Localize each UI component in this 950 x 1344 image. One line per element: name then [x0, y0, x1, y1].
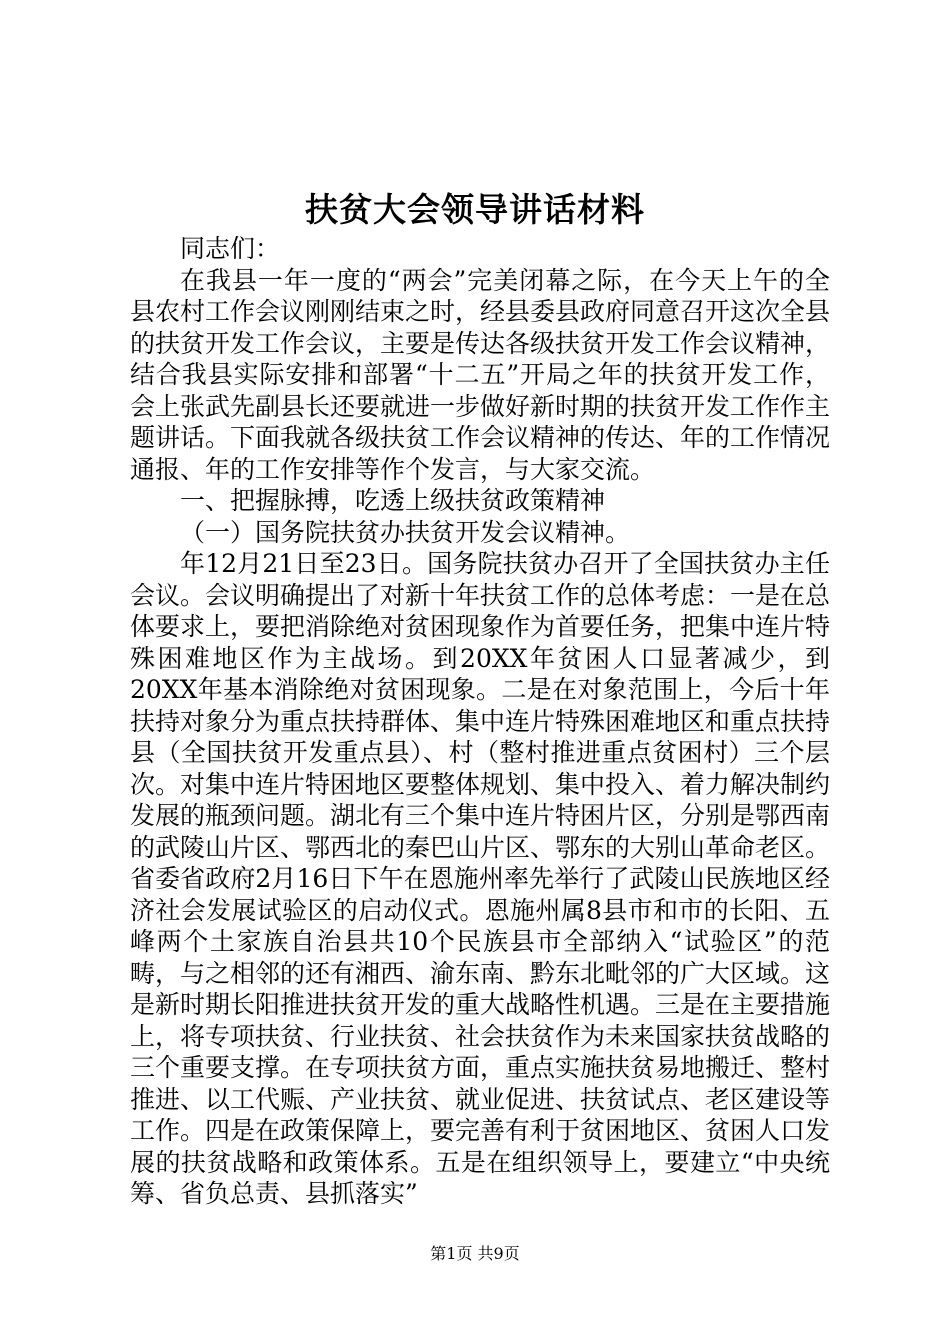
intro-paragraph: 在我县一年一度的“两会”完美闭幕之际，在今天上午的全县农村工作会议刚刚结束之时，经县委县政府同意召开这次全县的扶贫开发工作会议，主要是传达各级扶贫开发工作会议精神，结合我县实际安排和部署“十二五”开局之年的扶贫开发工作，会上张武先副县长还要就进一步做好新时期的扶贫开发工作作主题讲话。下面我就各级扶贫工作会议精神的传达、年的工作情况通报、年的工作安排等作个发言，与大家交流。: [130, 265, 831, 484]
page-number-footer: 第1页 共9页: [430, 1244, 520, 1263]
subsection-heading: （一）国务院扶贫办扶贫开发会议精神。: [180, 517, 631, 547]
salutation-paragraph: 同志们：: [180, 234, 281, 263]
section-heading: 一、把握脉搏，吃透上级扶贫政策精神: [180, 486, 606, 515]
body-paragraph: 年12月21日至23日。国务院扶贫办召开了全国扶贫办主任会议。会议明确提出了对新十年扶贫工作的总体考虑：一是在总体要求上，要把消除绝对贫困现象作为首要任务，把集中连片特殊困难地区作为主战场。到20XX年贫困人口显著减少，到20XX年基本消除绝对贫困现象。二是在对象范围上，今后十年扶持对象分为重点扶持群体、集中连片特殊困难地区和重点扶持县（全国扶贫开发重点县）、村（整村推进重点贫困村）三个层次。对集中连片特困地区要整体规划、集中投入、着力解决制约发展的瓶颈问题。湖北有三个集中连片特困片区，分别是鄂西南的武陵山片区、鄂西北的秦巴山片区、鄂东的大别山革命老区。省委省政府2月16日下午在恩施州率先举行了武陵山民族地区经济社会发展试验区的启动仪式。恩施州属8县市和市的长阳、五峰两个土家族自治县共10个民族县市全部纳入“试验区”的范畴，与之相邻的还有湘西、渝东南、黔东北毗邻的广大区域。这是新时期长阳推进扶贫开发的重大战略性机遇。三是在主要措施上，将专项扶贫、行业扶贫、社会扶贫作为未来国家扶贫战略的三个重要支撑。在专项扶贫方面，重点实施扶贫易地搬迁、整村推进、以工代赈、产业扶贫、就业促进、扶贫试点、老区建设等工作。四是在政策保障上，要完善有利于贫困地区、贫困人口发展的扶贫战略和政策体系。五是在组织领导上，要建立“中央统筹、省负总责、县抓落实”: [130, 549, 831, 1208]
document-body: [130, 233, 830, 1210]
document-title: 扶贫大会领导讲话材料: [305, 190, 645, 229]
